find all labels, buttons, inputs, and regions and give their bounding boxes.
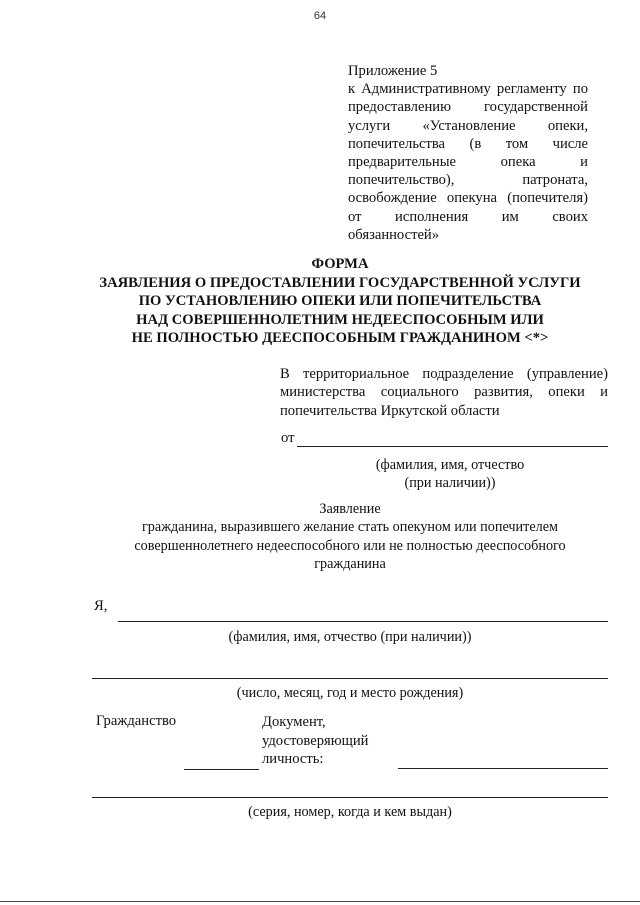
document-label-line: Документ, xyxy=(262,714,326,730)
from-hint-line2: (при наличии)) xyxy=(404,475,496,491)
addressee-line: министерства социального развития, опеки и xyxy=(280,384,608,401)
statement-line: гражданина, выразившего желание стать опекуном или попечителем xyxy=(141,519,558,535)
from-name-field[interactable] xyxy=(297,446,608,447)
document-label-line: удостоверяющий xyxy=(262,732,369,749)
ya-label: Я, xyxy=(94,598,108,614)
citizenship-label: Гражданство xyxy=(96,713,177,729)
document-field[interactable] xyxy=(398,768,608,769)
form-title-line: ФОРМА xyxy=(311,256,369,272)
form-title-line: ЗАЯВЛЕНИЯ О ПРЕДОСТАВЛЕНИИ ГОСУДАРСТВЕННОЙ УСЛУГИ xyxy=(99,274,581,291)
from-label: от xyxy=(281,430,295,446)
document-label xyxy=(262,713,368,769)
appendix-line: попечительства (в том числе xyxy=(348,135,588,152)
applicant-name-field[interactable] xyxy=(118,621,608,622)
statement-line: совершеннолетнего недееспособного или не полностью дееспособного xyxy=(134,537,566,554)
document-details-field[interactable] xyxy=(92,797,608,798)
appendix-line: от исполнения им своих xyxy=(348,208,588,225)
appendix-line: предварительные опека и xyxy=(348,154,588,171)
birth-hint: (число, месяц, год и место рождения) xyxy=(236,685,464,701)
addressee-block xyxy=(280,365,608,420)
page-number: 64 xyxy=(313,10,327,22)
statement-heading: Заявление xyxy=(319,501,381,517)
appendix-line: освобождение опекуна (попечителя) xyxy=(348,190,588,207)
appendix-note xyxy=(348,62,588,244)
birth-field[interactable] xyxy=(92,678,608,679)
form-title-line: НАД СОВЕРШЕННОЛЕТНИМ НЕДЕЕСПОСОБНЫМ ИЛИ xyxy=(136,311,544,328)
appendix-line: Приложение 5 xyxy=(348,63,438,79)
citizenship-field[interactable] xyxy=(184,769,259,770)
appendix-line: обязанностей» xyxy=(348,226,440,243)
form-title-line: ПО УСТАНОВЛЕНИЮ ОПЕКИ ИЛИ ПОПЕЧИТЕЛЬСТВА xyxy=(138,293,542,310)
from-hint-line1: (фамилия, имя, отчество xyxy=(375,457,525,473)
form-title-line: НЕ ПОЛНОСТЬЮ ДЕЕСПОСОБНЫМ ГРАЖДАНИНОМ <*> xyxy=(131,330,549,347)
addressee-line: попечительства Иркутской области xyxy=(280,402,500,419)
statement-line: гражданина xyxy=(314,556,386,572)
document-hint: (серия, номер, когда и кем выдан) xyxy=(248,804,452,820)
statement-text xyxy=(60,518,640,574)
appendix-line: услуги «Установление опеки, xyxy=(348,117,588,134)
addressee-line: В территориальное подразделение (управление) xyxy=(280,366,608,382)
fio-hint: (фамилия, имя, отчество (при наличии)) xyxy=(228,629,472,645)
page-bottom-rule xyxy=(0,901,640,902)
appendix-line: попечительство), патроната, xyxy=(348,172,588,189)
form-title xyxy=(60,255,620,348)
document-label-line: личность: xyxy=(262,751,324,767)
appendix-line: предоставлению государственной xyxy=(348,99,588,116)
appendix-line: к Административному регламенту по xyxy=(348,81,588,98)
